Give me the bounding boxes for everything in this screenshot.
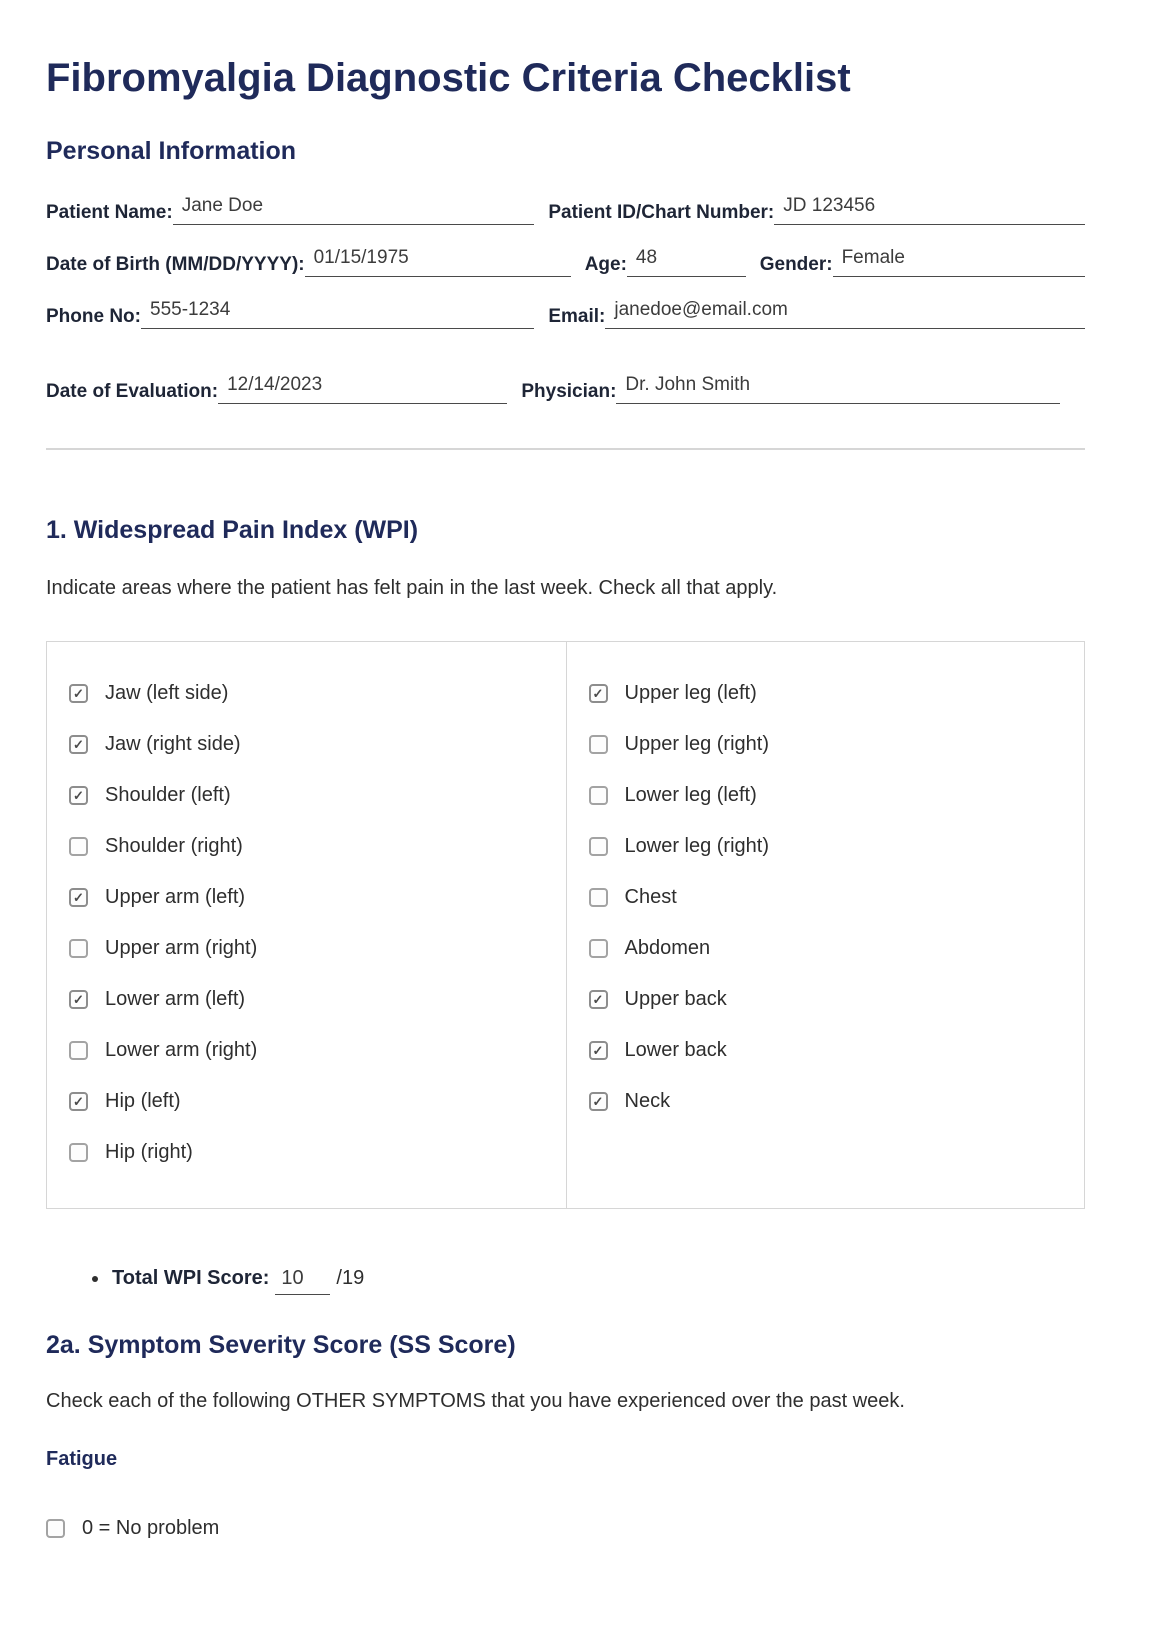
wpi-right-column (566, 642, 1085, 1208)
pain-area-item (589, 1076, 1075, 1127)
dob-label: Date of Birth (MM/DD/YYYY): (46, 254, 305, 276)
evaluation-date-field (46, 375, 507, 404)
pain-area-item (69, 923, 556, 974)
patient-name-input[interactable]: Jane Doe (173, 196, 535, 225)
evaluation-date-label: Date of Evaluation: (46, 380, 219, 402)
pain-area-item (69, 719, 556, 770)
checkbox-label: Jaw (left side) (105, 681, 229, 704)
age-label: Age: (584, 254, 627, 276)
pain-area-item (69, 1025, 556, 1076)
personal-info-heading: Personal Information (46, 137, 297, 165)
ss-score-heading: 2a. Symptom Severity Score (SS Score) (46, 1330, 516, 1359)
checkbox-lower-back[interactable] (589, 1041, 608, 1060)
gender-label: Gender: (759, 254, 833, 276)
wpi-instruction: Indicate areas where the patient has felt pain in the last week. Check all that apply. (46, 576, 778, 599)
pain-area-item (69, 1127, 556, 1178)
checkbox-label: Hip (left) (105, 1089, 181, 1112)
field-row-3 (46, 300, 1085, 329)
patient-id-input[interactable]: JD 123456 (774, 196, 1085, 225)
section-divider (46, 448, 1085, 450)
checkbox-label: Lower back (624, 1038, 727, 1061)
checkbox-upper-leg-right[interactable] (589, 735, 608, 754)
checkbox-fatigue-0[interactable] (46, 1519, 65, 1538)
checkbox-lower-leg-left[interactable] (589, 786, 608, 805)
total-score-list (110, 1267, 1085, 1295)
total-wpi-score-max: /19 (336, 1266, 365, 1289)
checkbox-chest[interactable] (589, 888, 608, 907)
pain-area-item (589, 1025, 1075, 1076)
checkbox-neck[interactable] (589, 1092, 608, 1111)
dob-input[interactable]: 01/15/1975 (305, 248, 571, 277)
pain-area-item (589, 923, 1075, 974)
total-wpi-score-input[interactable]: 10 (275, 1267, 330, 1295)
email-input[interactable]: janedoe@email.com (605, 300, 1085, 329)
pain-area-item (69, 872, 556, 923)
patient-name-field (46, 196, 534, 225)
wpi-left-column (47, 642, 566, 1208)
total-wpi-score-line (110, 1267, 1085, 1295)
gender-input[interactable]: Female (833, 248, 1085, 277)
checkbox-label: Hip (right) (105, 1140, 193, 1163)
checkbox-label: Upper arm (right) (105, 936, 258, 959)
checkbox-label: Chest (624, 885, 677, 908)
checkbox-label: Jaw (right side) (105, 732, 241, 755)
pain-area-item (589, 821, 1075, 872)
total-wpi-score-label: Total WPI Score: (112, 1266, 270, 1289)
checkbox-label: Lower arm (left) (105, 987, 246, 1010)
checkbox-label: Neck (624, 1089, 671, 1112)
physician-label: Physician: (521, 380, 617, 402)
fatigue-option-item (46, 1503, 1085, 1554)
checkbox-jaw-left[interactable] (69, 684, 88, 703)
fatigue-heading: Fatigue (46, 1447, 118, 1470)
pain-area-item (69, 1076, 556, 1127)
checkbox-upper-back[interactable] (589, 990, 608, 1009)
pain-area-item (589, 668, 1075, 719)
pain-area-item (589, 770, 1075, 821)
checkbox-label: Upper back (624, 987, 727, 1010)
checkbox-abdomen[interactable] (589, 939, 608, 958)
pain-area-item (69, 770, 556, 821)
checkbox-label: Abdomen (624, 936, 711, 959)
ss-instruction: Check each of the following OTHER SYMPTOMS that you have experienced over the past week. (46, 1389, 905, 1412)
phone-input[interactable]: 555-1234 (141, 300, 534, 329)
checkbox-label: Lower leg (right) (624, 834, 770, 857)
pain-area-item (589, 719, 1075, 770)
checkbox-label: Upper leg (right) (624, 732, 770, 755)
checkbox-upper-arm-left[interactable] (69, 888, 88, 907)
checkbox-upper-leg-left[interactable] (589, 684, 608, 703)
field-row-2 (46, 248, 1085, 277)
checkbox-label: Upper leg (left) (624, 681, 757, 704)
email-field (548, 300, 1085, 329)
physician-input[interactable]: Dr. John Smith (616, 375, 1060, 404)
checkbox-label: Lower leg (left) (624, 783, 757, 806)
page-title: Fibromyalgia Diagnostic Criteria Checklist (46, 56, 851, 100)
checkbox-lower-arm-right[interactable] (69, 1041, 88, 1060)
wpi-heading: 1. Widespread Pain Index (WPI) (46, 515, 419, 544)
checkbox-label: Shoulder (right) (105, 834, 243, 857)
checkbox-hip-left[interactable] (69, 1092, 88, 1111)
pain-area-item (69, 974, 556, 1025)
checkbox-lower-leg-right[interactable] (589, 837, 608, 856)
age-input[interactable]: 48 (627, 248, 746, 277)
patient-id-label: Patient ID/Chart Number: (548, 202, 775, 224)
age-field (585, 248, 746, 277)
checkbox-hip-right[interactable] (69, 1143, 88, 1162)
patient-name-label: Patient Name: (46, 202, 173, 224)
phone-field (46, 300, 534, 329)
patient-id-field (548, 196, 1085, 225)
pain-area-item (589, 872, 1075, 923)
checkbox-label: Upper arm (left) (105, 885, 246, 908)
checkbox-lower-arm-left[interactable] (69, 990, 88, 1009)
pain-area-item (589, 974, 1075, 1025)
pain-area-item (69, 821, 556, 872)
email-label: Email: (548, 305, 606, 327)
physician-field (521, 375, 1060, 404)
field-row-1 (46, 196, 1085, 225)
checkbox-shoulder-right[interactable] (69, 837, 88, 856)
checkbox-upper-arm-right[interactable] (69, 939, 88, 958)
phone-label: Phone No: (46, 305, 141, 327)
evaluation-date-input[interactable]: 12/14/2023 (218, 375, 507, 404)
wpi-checklist-table (46, 641, 1085, 1209)
checkbox-shoulder-left[interactable] (69, 786, 88, 805)
field-row-4 (46, 375, 1085, 404)
checkbox-label: 0 = No problem (82, 1516, 220, 1539)
checkbox-label: Lower arm (right) (105, 1038, 258, 1061)
dob-field (46, 248, 571, 277)
gender-field (760, 248, 1085, 277)
checkbox-label: Shoulder (left) (105, 783, 231, 806)
pain-area-item (69, 668, 556, 719)
checkbox-jaw-right[interactable] (69, 735, 88, 754)
